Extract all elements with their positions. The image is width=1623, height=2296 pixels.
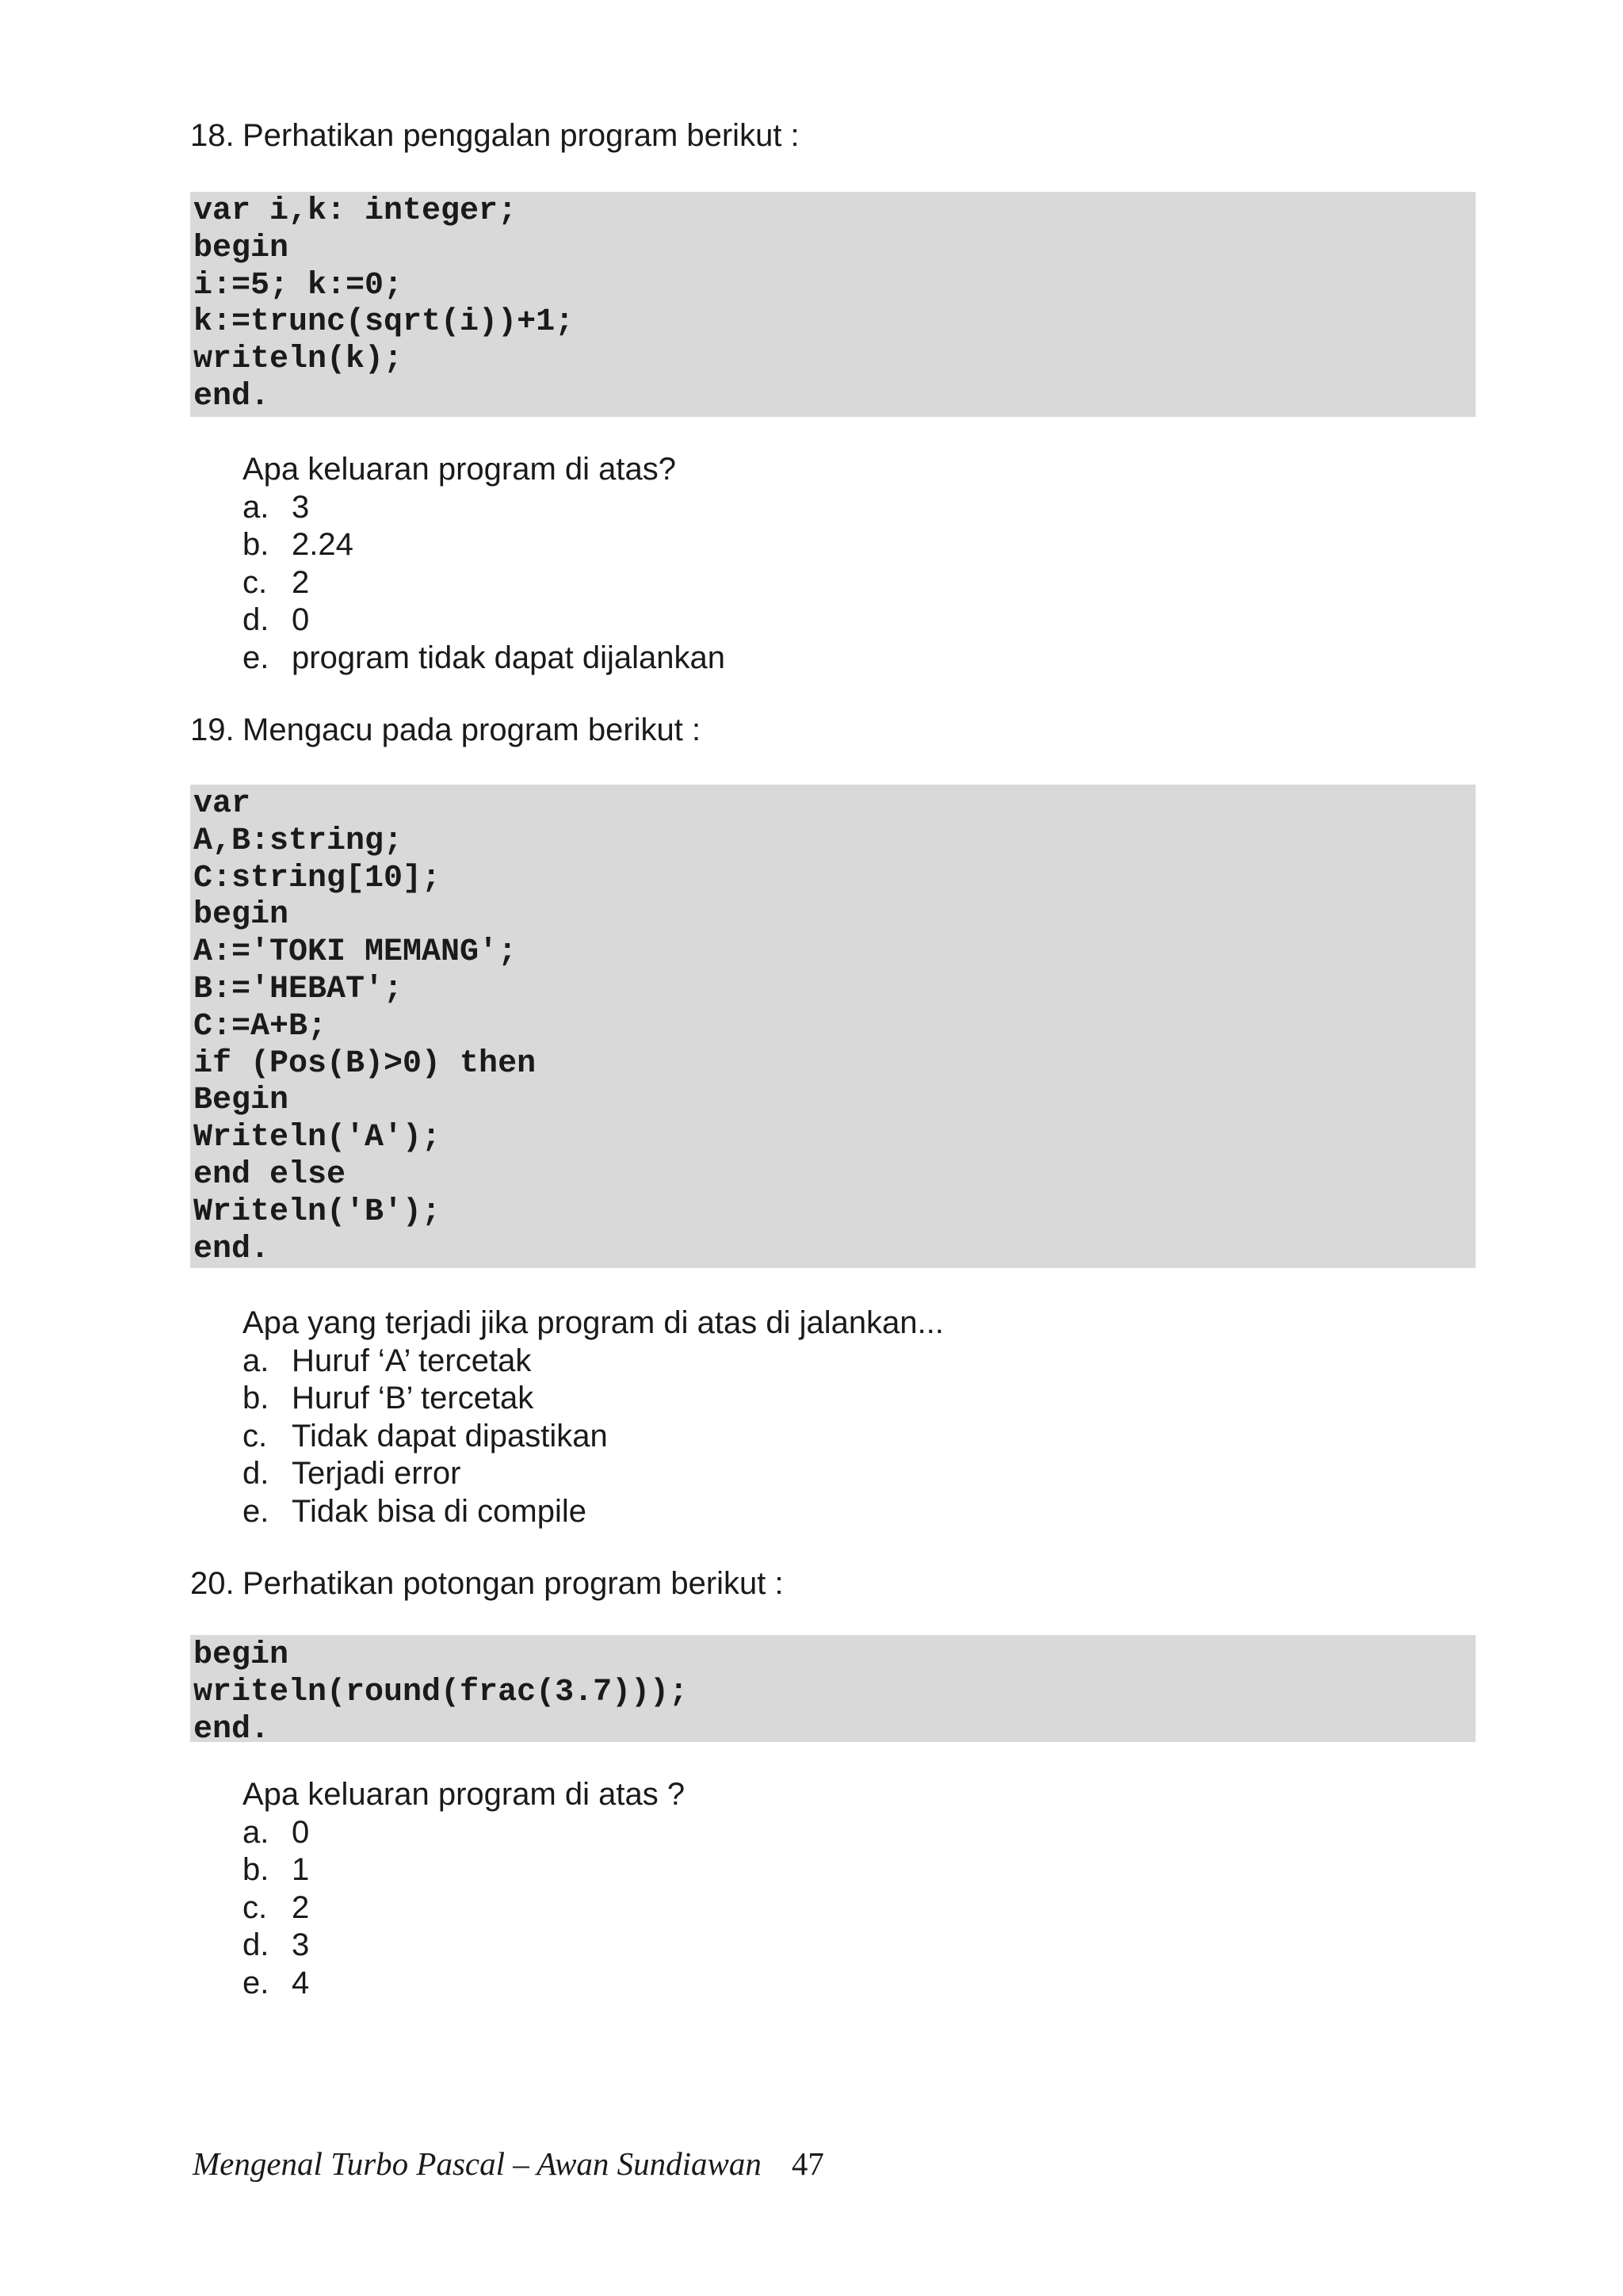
code-line: writeln(k); <box>193 342 403 378</box>
code-line: writeln(round(frac(3.7))); <box>193 1674 689 1710</box>
option-text: 0 <box>292 1814 310 1850</box>
option-letter: d. <box>242 602 269 637</box>
code-line: begin <box>193 1637 289 1673</box>
option-letter: e. <box>242 1493 269 1529</box>
option-text: 2.24 <box>292 527 353 562</box>
option-text: 2 <box>292 1889 310 1925</box>
option-text: Huruf ‘B’ tercetak <box>292 1381 534 1415</box>
code-block-19 <box>190 785 1476 1268</box>
code-line: end. <box>193 378 270 415</box>
code-line: var <box>193 786 251 822</box>
option-letter: d. <box>242 1456 269 1491</box>
option-text: program tidak dapat dijalankan <box>292 640 726 675</box>
question-number: 18. <box>190 118 235 153</box>
answer-option <box>242 1342 1431 1380</box>
option-letter: b. <box>242 1381 269 1415</box>
option-letter: a. <box>242 489 269 525</box>
option-letter: c. <box>242 1889 268 1925</box>
option-text: 3 <box>292 489 310 525</box>
question-prompt: Apa keluaran program di atas? <box>242 452 676 487</box>
option-letter: e. <box>242 1965 269 2000</box>
code-line: Begin <box>193 1083 289 1119</box>
code-line: A:='TOKI MEMANG'; <box>193 934 517 971</box>
code-block-18 <box>190 192 1476 417</box>
code-line: var i,k: integer; <box>193 193 517 229</box>
answer-option <box>242 1926 1431 1964</box>
option-text: Tidak dapat dipastikan <box>292 1418 608 1454</box>
option-letter: c. <box>242 564 268 600</box>
answer-option <box>242 601 1431 639</box>
code-line: if (Pos(B)>0) then <box>193 1045 537 1082</box>
option-text: 0 <box>292 602 310 637</box>
code-line: begin <box>193 897 289 934</box>
code-line: end. <box>193 1231 270 1267</box>
code-line: i:=5; k:=0; <box>193 267 403 304</box>
option-text: Terjadi error <box>292 1456 461 1491</box>
code-line: end. <box>193 1711 270 1748</box>
option-text: Tidak bisa di compile <box>292 1493 587 1529</box>
option-letter: d. <box>242 1927 269 1962</box>
option-text: 3 <box>292 1927 310 1962</box>
option-letter: b. <box>242 527 269 562</box>
answer-option <box>242 563 1431 602</box>
answer-option <box>242 1417 1431 1455</box>
question-text: Mengacu pada program berikut : <box>242 712 701 747</box>
option-letter: a. <box>242 1343 269 1378</box>
code-line: C:string[10]; <box>193 860 441 896</box>
code-line: C:=A+B; <box>193 1008 327 1045</box>
page-footer <box>193 2144 824 2183</box>
option-text: 4 <box>292 1965 310 2000</box>
code-line: k:=trunc(sqrt(i))+1; <box>193 304 575 341</box>
question-text: Perhatikan potongan program berikut : <box>242 1566 784 1601</box>
option-letter: a. <box>242 1814 269 1850</box>
answer-option <box>242 525 1431 563</box>
answer-option <box>242 1851 1431 1889</box>
option-letter: b. <box>242 1852 269 1887</box>
answer-option <box>242 639 1431 677</box>
question-text: Perhatikan penggalan program berikut : <box>242 118 800 153</box>
answer-option <box>242 1492 1431 1530</box>
question-20-heading <box>190 1564 1474 1603</box>
answer-option <box>242 1379 1431 1417</box>
option-text: 2 <box>292 564 310 600</box>
option-text: Huruf ‘A’ tercetak <box>292 1343 532 1378</box>
code-line: begin <box>193 230 289 266</box>
answer-option <box>242 1964 1431 2002</box>
footer-title: Mengenal Turbo Pascal – Awan Sundiawan <box>193 2145 762 2182</box>
option-letter: c. <box>242 1418 268 1454</box>
question-prompt: Apa yang terjadi jika program di atas di jalankan... <box>242 1305 944 1340</box>
code-line: end else <box>193 1156 346 1193</box>
option-letter: e. <box>242 640 269 675</box>
answer-list-18 <box>242 450 1431 676</box>
code-block-20 <box>190 1635 1476 1748</box>
answer-list-20 <box>242 1775 1431 2001</box>
page-number: 47 <box>791 2145 824 2182</box>
question-number: 20. <box>190 1566 235 1601</box>
code-line: B:='HEBAT'; <box>193 971 403 1007</box>
answer-option <box>242 1813 1431 1851</box>
answer-option <box>242 1454 1431 1492</box>
answer-list-19 <box>242 1304 1431 1530</box>
answer-option <box>242 1889 1431 1927</box>
question-19-heading <box>190 711 1474 749</box>
question-prompt: Apa keluaran program di atas ? <box>242 1777 685 1812</box>
question-number: 19. <box>190 712 235 747</box>
answer-option <box>242 488 1431 526</box>
code-line: A,B:string; <box>193 823 403 859</box>
option-text: 1 <box>292 1852 310 1887</box>
code-line: Writeln('A'); <box>193 1120 441 1156</box>
code-line: Writeln('B'); <box>193 1194 441 1230</box>
question-18-heading <box>190 117 1474 155</box>
